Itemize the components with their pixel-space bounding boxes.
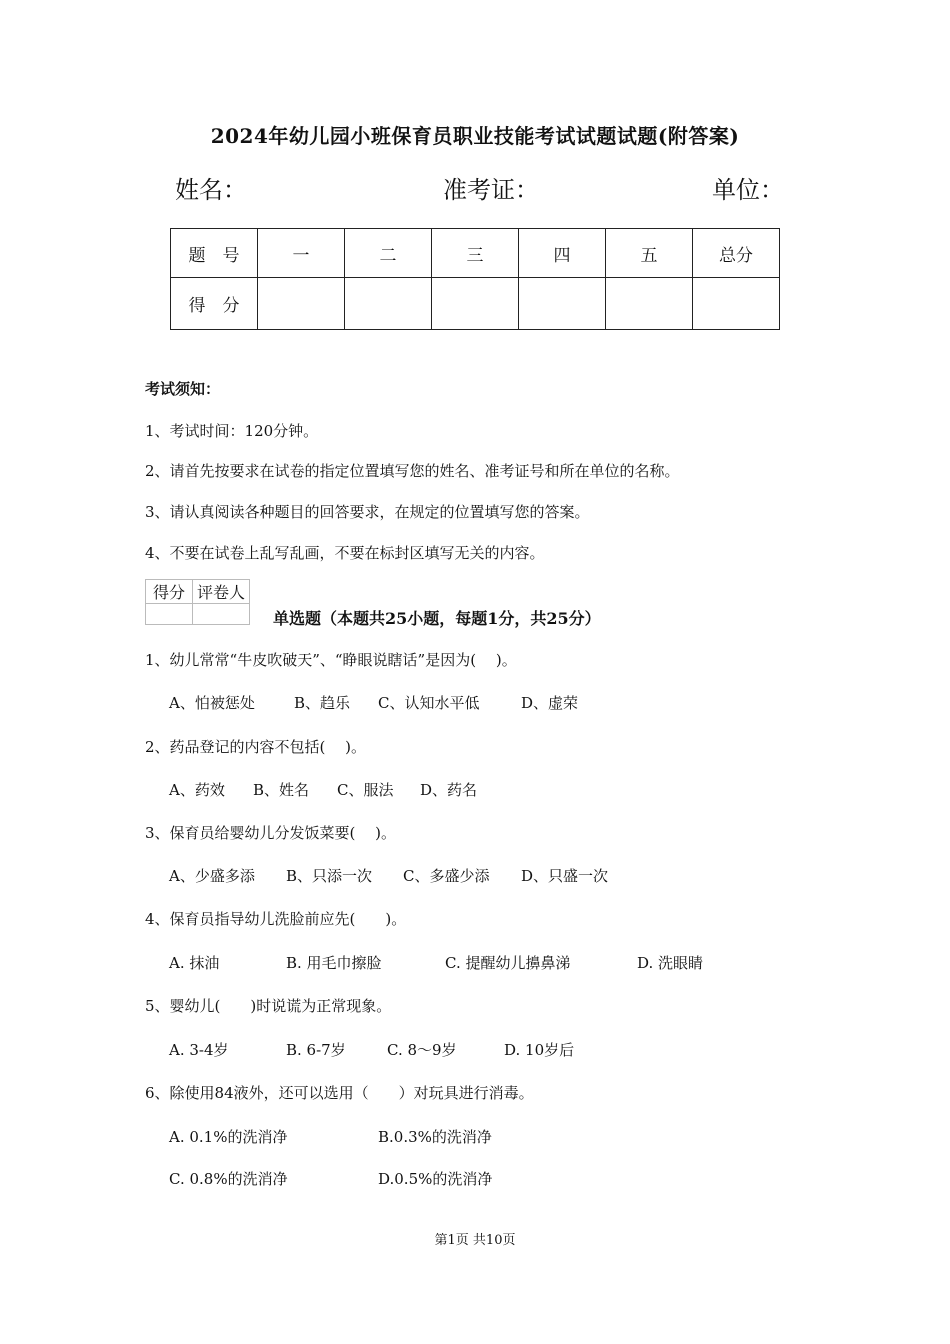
option: C、多盛少添 [403, 867, 490, 885]
score-header-cell: 总分 [693, 229, 780, 278]
name-field-label: 姓名： [175, 176, 247, 204]
option: D、只盛一次 [521, 867, 609, 885]
score-cell [432, 278, 519, 330]
score-header-cell: 三 [432, 229, 519, 278]
score-row-label: 得 分 [171, 278, 258, 330]
question-text: 2、药品登记的内容不包括( )。 [145, 738, 367, 756]
section-title: 单选题（本题共25小题，每题1分，共25分） [273, 609, 601, 628]
score-cell [606, 278, 693, 330]
option: C. 0.8%的洗消净 [169, 1170, 288, 1188]
option: B、只添一次 [286, 867, 373, 885]
score-table-header-row [171, 229, 780, 278]
option: A. 0.1%的洗消净 [169, 1128, 288, 1146]
option: D、药名 [420, 781, 478, 799]
option: A、少盛多添 [169, 867, 255, 885]
notice-item: 3、请认真阅读各种题目的回答要求，在规定的位置填写您的答案。 [145, 503, 590, 521]
grader-reviewer-cell [193, 604, 250, 625]
notice-title: 考试须知： [145, 380, 221, 398]
option: C、认知水平低 [378, 694, 480, 712]
unit-field-label: 单位： [712, 176, 784, 204]
grader-score-cell [146, 604, 193, 625]
option: B.0.3%的洗消净 [378, 1128, 492, 1146]
option: A、怕被惩处 [169, 694, 255, 712]
question-text: 6、除使用84液外，还可以选用（ ）对玩具进行消毒。 [145, 1084, 534, 1102]
option: A. 3-4岁 [169, 1041, 229, 1059]
score-cell [345, 278, 432, 330]
option: B、趋乐 [294, 694, 351, 712]
notice-item: 1、考试时间：120分钟。 [145, 422, 319, 440]
option: D.0.5%的洗消净 [378, 1170, 493, 1188]
score-cell [519, 278, 606, 330]
score-header-cell: 四 [519, 229, 606, 278]
score-header-cell: 二 [345, 229, 432, 278]
score-cell [258, 278, 345, 330]
score-table [170, 228, 780, 330]
grader-reviewer-label: 评卷人 [193, 580, 250, 604]
option: C. 8～9岁 [387, 1041, 457, 1059]
exam-id-field-label: 准考证： [443, 176, 539, 204]
question-text: 4、保育员指导幼儿洗脸前应先( )。 [145, 910, 407, 928]
grader-score-label: 得分 [146, 580, 193, 604]
page-footer: 第1页 共10页 [434, 1233, 516, 1248]
question-text: 3、保育员给婴幼儿分发饭菜要( )。 [145, 824, 397, 842]
option: C、服法 [337, 781, 394, 799]
option: B、姓名 [253, 781, 310, 799]
option: A、药效 [169, 781, 225, 799]
option: A. 抹油 [169, 954, 220, 972]
score-cell [693, 278, 780, 330]
option: D. 10岁后 [504, 1041, 575, 1059]
score-header-cell: 五 [606, 229, 693, 278]
option: D. 洗眼睛 [637, 954, 704, 972]
option: C. 提醒幼儿擤鼻涕 [445, 954, 571, 972]
question-text: 5、婴幼儿( )时说谎为正常现象。 [145, 997, 392, 1015]
score-header-cell: 题 号 [171, 229, 258, 278]
option: B. 用毛巾擦脸 [286, 954, 382, 972]
notice-item: 4、不要在试卷上乱写乱画，不要在标封区填写无关的内容。 [145, 544, 545, 562]
score-table-score-row [171, 278, 780, 330]
question-text: 1、幼儿常常“牛皮吹破天”、“睁眼说瞎话”是因为( )。 [145, 651, 517, 669]
score-header-cell: 一 [258, 229, 345, 278]
document-title: 2024年幼儿园小班保育员职业技能考试试题试题(附答案) [210, 124, 740, 148]
notice-item: 2、请首先按要求在试卷的指定位置填写您的姓名、准考证号和所在单位的名称。 [145, 462, 680, 480]
grader-table [145, 579, 250, 625]
option: B. 6-7岁 [286, 1041, 346, 1059]
option: D、虚荣 [521, 694, 579, 712]
